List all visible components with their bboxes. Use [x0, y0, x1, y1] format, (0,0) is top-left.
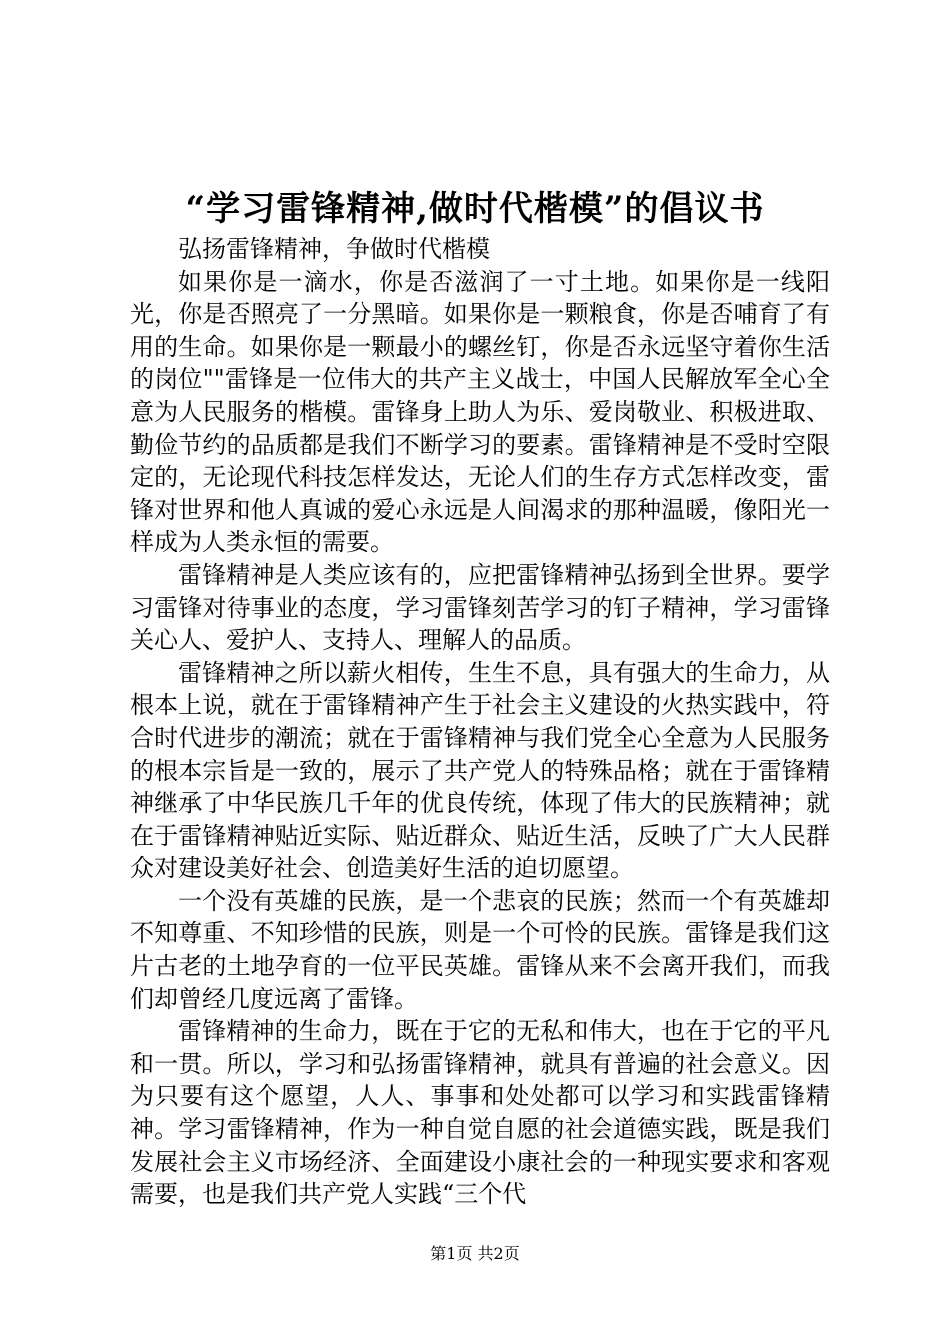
paragraph: 如果你是一滴水，你是否滋润了一寸土地。如果你是一线阳光，你是否照亮了一分黑暗。如果你是一颗粮食，你是否哺育了有用的生命。如果你是一颗最小的螺丝钉，你是否永远坚守着你生活的岗位""雷锋是一位伟大的共产主义战士，中国人民解放军全心全意为人民服务的楷模。雷锋身上助人为乐、爱岗敬业、积极进取、勤俭节约的品质都是我们不断学习的要素。雷锋精神是不受时空限定的，无论现代科技怎样发达，无论人们的生存方式怎样改变，雷锋对世界和他人真诚的爱心永远是人间渴求的那种温暖，像阳光一样成为人类永恒的需要。	[130, 267, 830, 557]
paragraph-subtitle: 弘扬雷锋精神，争做时代楷模	[178, 235, 490, 263]
paragraph: 一个没有英雄的民族，是一个悲哀的民族；然而一个有英雄却不知尊重、不知珍惜的民族，则是一个可怜的民族。雷锋是我们这片古老的土地孕育的一位平民英雄。雷锋从来不会离开我们，而我们却曾经几度远离了雷锋。	[130, 886, 830, 1013]
document-title: “学习雷锋精神,做时代楷模”的倡议书	[185, 189, 765, 229]
page-footer: 第1页 共2页	[430, 1244, 520, 1263]
paragraph: 雷锋精神的生命力，既在于它的无私和伟大，也在于它的平凡和一贯。所以，学习和弘扬雷锋精神，就具有普遍的社会意义。因为只要有这个愿望，人人、事事和处处都可以学习和实践雷锋精神。学习雷锋精神，作为一种自觉自愿的社会道德实践，既是我们发展社会主义市场经济、全面建设小康社会的一种现实要求和客观需要，也是我们共产党人实践“三个代	[130, 1017, 830, 1209]
document-body	[130, 233, 830, 1211]
paragraph: 雷锋精神之所以薪火相传，生生不息，具有强大的生命力，从根本上说，就在于雷锋精神产生于社会主义建设的火热实践中，符合时代进步的潮流；就在于雷锋精神与我们党全心全意为人民服务的根本宗旨是一致的，展示了共产党人的特殊品格；就在于雷锋精神继承了中华民族几千年的优良传统，体现了伟大的民族精神；就在于雷锋精神贴近实际、贴近群众、贴近生活，反映了广大人民群众对建设美好社会、创造美好生活的迫切愿望。	[130, 658, 830, 883]
paragraph: 雷锋精神是人类应该有的，应把雷锋精神弘扬到全世界。要学习雷锋对待事业的态度，学习雷锋刻苦学习的钉子精神，学习雷锋关心人、爱护人、支持人、理解人的品质。	[130, 560, 830, 655]
